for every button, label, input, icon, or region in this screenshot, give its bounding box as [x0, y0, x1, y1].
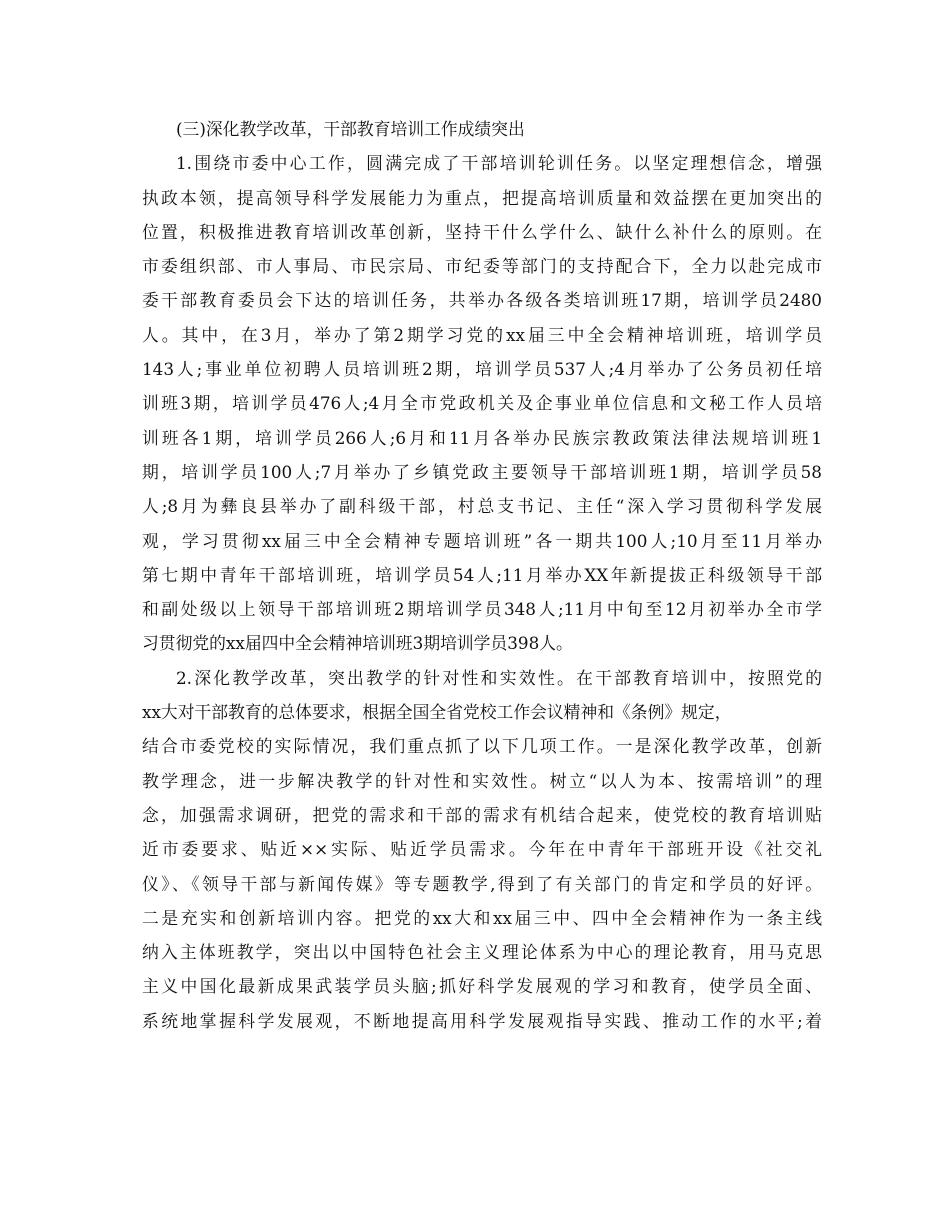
- document-body: [142, 112, 822, 1038]
- paragraph-line: 训班各1期，培训学员266人;6月和11月各举办民族宗教政策法律法规培训班1: [142, 427, 822, 448]
- paragraph-line: 主义中国化最新成果武装学员头脑;抓好科学发展观的学习和教育，使学员全面、: [142, 976, 822, 997]
- paragraph-line: 人;8月为彝良县举办了副科级干部，村总支书记、主任“深入学习贯彻科学发展: [142, 496, 822, 517]
- paragraph-2: [142, 661, 822, 1038]
- paragraph-line: 期，培训学员100人;7月举办了乡镇党政主要领导干部培训班1期，培训学员58: [142, 461, 822, 482]
- paragraph-line: 二是充实和创新培训内容。把党的xx大和xx届三中、四中全会精神作为一条主线: [142, 907, 822, 928]
- paragraph-line: xx大对干部教育的总体要求，根据全国全省党校工作会议精神和《条例》规定，: [142, 702, 732, 723]
- paragraph-line: 和副处级以上领导干部培训班2期培训学员348人;11月中旬至12月初举办全市学: [142, 599, 822, 620]
- paragraph-line: 市委组织部、市人事局、市民宗局、市纪委等部门的支持配合下，全力以赴完成市: [142, 256, 822, 277]
- paragraph-line: 1.围绕市委中心工作，圆满完成了干部培训轮训任务。以坚定理想信念，增强: [176, 153, 822, 174]
- paragraph-line: 系统地掌握科学发展观，不断地提高用科学发展观指导实践、推动工作的水平;着: [142, 1010, 822, 1031]
- paragraph-line: 委干部教育委员会下达的培训任务，共举办各级各类培训班17期，培训学员2480: [142, 290, 822, 311]
- paragraph-line: 执政本领，提高领导科学发展能力为重点，把提高培训质量和效益摆在更加突出的: [142, 187, 822, 208]
- paragraph-line: 近市委要求、贴近××实际、贴近学员需求。今年在中青年干部班开设《社交礼: [142, 839, 822, 860]
- paragraph-line: 143人;事业单位初聘人员培训班2期，培训学员537人;4月举办了公务员初任培: [142, 359, 822, 380]
- paragraph-line: 训班3期，培训学员476人;4月全市党政机关及企事业单位信息和文秘工作人员培: [142, 393, 822, 414]
- paragraph-line: 观，学习贯彻xx届三中全会精神专题培训班”各一期共100人;10月至11月举办: [142, 530, 822, 551]
- paragraph-line: 结合市委党校的实际情况，我们重点抓了以下几项工作。一是深化教学改革，创新: [142, 736, 822, 757]
- paragraph-line: 纳入主体班教学，突出以中国特色社会主义理论体系为中心的理论教育，用马克思: [142, 942, 822, 963]
- paragraph-line: 教学理念，进一步解决教学的针对性和实效性。树立“以人为本、按需培训”的理: [142, 770, 822, 791]
- paragraph-line: 2.深化教学改革，突出教学的针对性和实效性。在干部教育培训中，按照党的: [176, 667, 822, 688]
- paragraph-1: [142, 146, 822, 660]
- paragraph-line: 位置，积极推进教育培训改革创新，坚持干什么学什么、缺什么补什么的原则。在: [142, 221, 822, 242]
- section-heading: (三)深化教学改革，干部教育培训工作成绩突出: [176, 119, 525, 139]
- paragraph-line: 人。其中，在3月，举办了第2期学习党的xx届三中全会精神培训班，培训学员: [142, 324, 822, 345]
- paragraph-line: 习贯彻党的xx届四中全会精神培训班3期培训学员398人。: [142, 633, 573, 654]
- paragraph-line: 念，加强需求调研，把党的需求和干部的需求有机结合起来，使党校的教育培训贴: [142, 804, 822, 825]
- paragraph-line: 仪》、《领导干部与新闻传媒》等专题教学,得到了有关部门的肯定和学员的好评。: [142, 873, 822, 894]
- paragraph-line: 第七期中青年干部培训班，培训学员54人;11月举办XX年新提拔正科级领导干部: [142, 564, 822, 585]
